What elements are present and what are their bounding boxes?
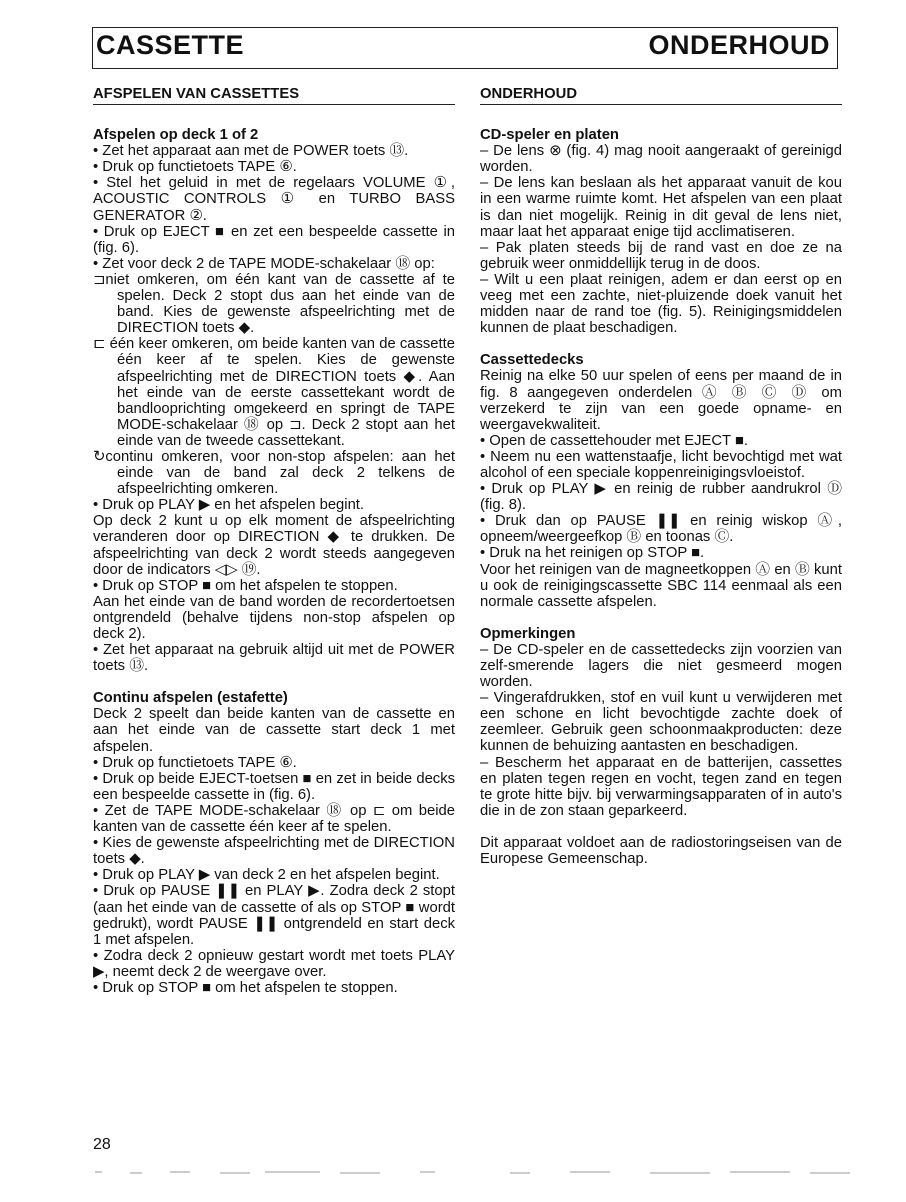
paragraph: • Druk op beide EJECT-toetsen ■ en zet in beide decks een bespeelde cassette in (fig. 6). [93,770,455,803]
scan-noise [90,1166,860,1186]
paragraph: • Zet het apparaat na gebruik altijd uit met de POWER toets ⑬. [93,642,455,675]
paragraph: Voor het reinigen van de magneetkoppen Ⓐ en Ⓑ kunt u ook de reinigingscassette SBC 114 eenmaal als een normale cassette afspelen. [480,561,842,610]
paragraph: • Zet voor deck 2 de TAPE MODE-schakelaar ⑱ op: [93,255,435,272]
paragraph: Aan het einde van de band worden de recordertoetsen ontgrendeld (behalve tijdens non-stop afspelen op deck 2). [93,593,455,642]
paragraph: • Druk dan op PAUSE ❚❚ en reinig wiskop Ⓐ, opneem/weergeefkop Ⓑ en toonas Ⓒ. [480,513,842,546]
subheading-cassette-decks: Cassettedecks [480,352,584,369]
paragraph: • Druk op functietoets TAPE ⑥. [93,754,297,771]
paragraph: – Vingerafdrukken, stof en vuil kunt u verwijderen met een schone en licht bevochtigde zachte doek of zeemleer. Gebruik geen schoonmaakproducten: deze kunnen de behuizing aantasten en beschadigen. [480,690,842,755]
paragraph: • Zodra deck 2 opnieuw gestart wordt met toets PLAY ▶, neemt deck 2 de weergave over. [93,947,455,980]
closing-statement: Dit apparaat voldoet aan de radiostoringseisen van de Europese Gemeenschap. [480,834,842,868]
paragraph: • Druk op PLAY ▶ en het afspelen begint. [93,497,365,514]
tape-mode-item: ⊏ één keer omkeren, om beide kanten van de cassette één keer af te spelen. Kies de gewenste afspeelrichting met de DIRECTION toets ◆. Aan het einde van de eerste cassettekant wordt de bandlooprichting omgekeerd en springt de TAPE MODE-schakelaar ⑱ op ⊐. Deck 2 stopt aan het einde van de tweede cassettekant. [93,336,455,449]
paragraph: • Druk op STOP ■ om het afspelen te stoppen. [93,979,398,996]
paragraph: • Neem nu een wattenstaafje, licht bevochtigd met wat alcohol of een speciale koppenreinigingsvloeistof. [480,448,842,481]
paragraph: – Wilt u een plaat reinigen, adem er dan eerst op en veeg met een zachte, niet-pluizende doek vanuit het midden naar de rand toe (fig. 5). Reinigingsmiddelen kunnen de plaat beschadigen. [480,271,842,337]
paragraph: – De lens ⊗ (fig. 4) mag nooit aangeraakt of gereinigd worden. [480,143,842,176]
paragraph: • Zet de TAPE MODE-schakelaar ⑱ op ⊏ om beide kanten van de cassette één keer af te spelen. [93,802,455,836]
paragraph: – De lens kan beslaan als het apparaat vanuit de kou in een warme ruimte komt. Het afspelen van een plaat is dan niet mogelijk. Reinig in dit geval de lens niet, maar laat het apparaat enige tijd acclimatiseren. [480,175,842,240]
paragraph: • Druk op EJECT ■ en zet een bespeelde cassette in (fig. 6). [93,223,455,256]
paragraph: • Zet het apparaat aan met de POWER toets ⑬. [93,143,409,160]
paragraph: • Kies de gewenste afspeelrichting met de DIRECTION toets ◆. [93,835,455,868]
chapter-title: CASSETTE [96,30,245,60]
left-section-heading: AFSPELEN VAN CASSETTES [93,86,455,105]
paragraph: • Druk op functietoets TAPE ⑥. [93,159,297,176]
paragraph: • Druk op STOP ■ om het afspelen te stoppen. [93,577,398,594]
right-column [480,86,842,867]
paragraph: • Open de cassettehouder met EJECT ■. [480,432,748,449]
right-section-heading: ONDERHOUD [480,86,842,105]
paragraph: • Druk op PLAY ▶ van deck 2 en het afspelen begint. [93,867,440,884]
left-column [93,86,455,996]
paragraph: Op deck 2 kunt u op elk moment de afspeelrichting veranderen door op DIRECTION ◆ te drukken. De afspeelrichting van deck 2 wordt steeds aangegeven door de indicators ◁▷ ⑲. [93,513,455,578]
page-number: 28 [93,1136,111,1153]
paragraph: Deck 2 speelt dan beide kanten van de cassette en aan het einde van de cassette start deck 1 met afspelen. [93,706,455,755]
subheading-notes: Opmerkingen [480,625,576,642]
paragraph: • Druk op PLAY ▶ en reinig de rubber aandrukrol Ⓓ (fig. 8). [480,481,842,514]
paragraph: – Pak platen steeds bij de rand vast en doe ze na gebruik weer onmiddellijk terug in de doos. [480,239,842,272]
paragraph: Reinig na elke 50 uur spelen of eens per maand de in fig. 8 aangegeven onderdelen Ⓐ Ⓑ Ⓒ Ⓓ om verzekerd te zijn van een goede opname- en weergavekwaliteit. [480,368,842,433]
subheading-play-deck: Afspelen op deck 1 of 2 [93,127,259,144]
section-title: ONDERHOUD [648,30,830,60]
paragraph: • Stel het geluid in met de regelaars VOLUME ①, ACOUSTIC CONTROLS ① en TURBO BASS GENERATOR ②. [93,175,455,224]
paragraph: – De CD-speler en de cassettedecks zijn voorzien van zelf-smerende lagers die niet gesmeerd mogen worden. [480,641,842,691]
tape-mode-item: ⊐niet omkeren, om één kant van de cassette af te spelen. Deck 2 stopt dus aan het einde van de band. Kies de gewenste afspeelrichting met de DIRECTION toets ◆. [93,271,455,337]
paragraph: • Druk na het reinigen op STOP ■. [480,545,705,562]
tape-mode-item: ↻continu omkeren, voor non-stop afspelen: aan het einde van de band zal deck 2 telkens de afspeelrichting omkeren. [93,448,455,498]
subheading-cd-player: CD-speler en platen [480,127,619,144]
subheading-continuous-play: Continu afspelen (estafette) [93,690,288,707]
paragraph: – Bescherm het apparaat en de batterijen, cassettes en platen tegen regen en vocht, tegen zand en tegen te grote hitte bijv. bij verwarmingsapparaten of in auto's die in de zon staan geparkeerd. [480,754,842,819]
paragraph: • Druk op PAUSE ❚❚ en PLAY ▶. Zodra deck 2 stopt (aan het einde van de cassette of als op STOP ■ wordt gedrukt), wordt PAUSE ❚❚ ontgrendeld en start deck 1 met afspelen. [93,883,455,948]
